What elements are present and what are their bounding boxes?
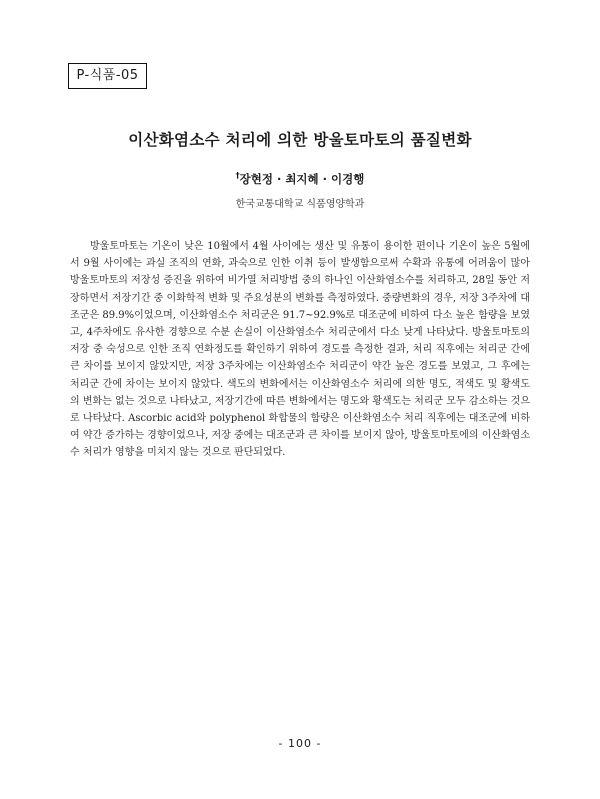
corresponding-author-mark: † [235,171,240,180]
page-number: - 100 - [278,737,322,750]
session-code: P-식품-05 [76,68,139,83]
abstract-body: 방울토마토는 기온이 낮은 10월에서 4월 사이에는 생산 및 유통이 용이한 편이나 기온이 높은 5월에서 9월 사이에는 과실 조직의 연화, 과숙으로 인한 이취 등이 발생함으로써 수확과 유통에 어려움이 많아 방울토마토의 저장성 증진을 위하여 비가열 처리방법 중의 하나인 이산화염소수를 처리하고, 28일 동안 저장하면서 저장기간 중 이화학적 변화 및 주요성분의 변화를 측정하였다. 중량변화의 경우, 저장 3주차에 대조군은 89.9%이었으며, 이산화염소수 처리군은 91.7~92.9%로 대조군에 비하여 다소 높은 함량을 보였고, 4주차에도 유사한 경향으로 수분 손실이 이산화염소수 처리군에서 다소 낮게 나타났다. 방울토마토의 저장 중 숙성으로 인한 조직 연화정도를 확인하기 위하여 경도를 측정한 결과, 처리 직후에는 처리군 간에 큰 차이를 보이지 않았지만, 저장 3주차에는 이산화염소수 처리군이 약간 높은 경도를 보였고, 그 후에는 처리군 간에 차이는 보이지 않았다. 색도의 변화에서는 이산화염소수 처리에 의한 명도, 적색도 및 황색도의 변화는 없는 것으로 나타났고, 저장기간에 따른 변화에서는 명도와 황색도는 처리군 모두 감소하는 것으로 나타났다. Ascorbic acid와 polyphenol 화합물의 함량은 이산화염소수 처리 직후에는 대조군에 비하여 약간 증가하는 경향이었으나, 저장 중에는 대조군과 큰 차이를 보이지 않아, 방울토마토에의 이산화염소수 처리가 영향을 미치지 않는 것으로 판단되었다. [70,241,530,459]
session-code-box [68,63,147,89]
author-line [0,171,600,187]
paper-title: 이산화염소수 처리에 의한 방울토마토의 품질변화 [128,131,472,149]
author-names: 장현정 · 최지혜 · 이경행 [239,172,365,186]
author-affiliation: 한국교통대학교 식품영양학과 [235,199,365,210]
